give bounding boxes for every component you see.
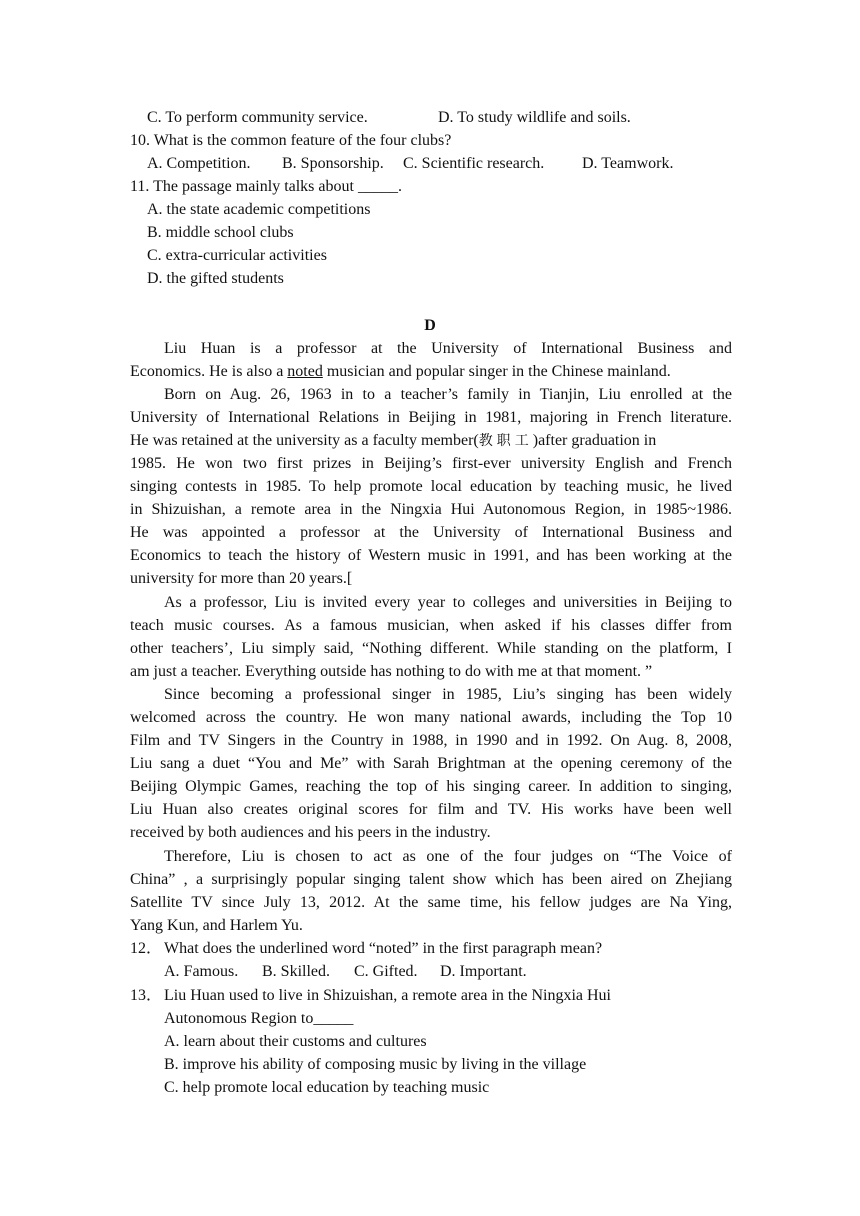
q13-option-c: C. help promote local education by teaching music xyxy=(164,1079,490,1096)
q11-stem: 11. The passage mainly talks about _____. xyxy=(130,178,402,195)
q11-option-c: C. extra-curricular activities xyxy=(147,247,327,264)
q11-option-d: D. the gifted students xyxy=(147,270,284,287)
q12-number: 12． xyxy=(130,940,163,957)
p3-line-4: am just a teacher. Everything outside has nothing to do with me at that moment. ” xyxy=(130,663,653,680)
p4-line-7: received by both audiences and his peers in the industry. xyxy=(130,824,491,841)
p2-line-1: Born on Aug. 26, 1963 in to a teacher’s family in Tianjin, Liu enrolled at the xyxy=(164,386,732,403)
p5-line-3: Satellite TV since July 13, 2012. At the same time, his fellow judges are Na Ying, xyxy=(130,894,732,911)
p2-line-2: University of International Relations in Beijing in 1981, majoring in French literature. xyxy=(130,409,732,426)
q13-stem-line-2: Autonomous Region to_____ xyxy=(164,1010,354,1027)
p4-line-5: Beijing Olympic Games, reaching the top of his singing career. In addition to singing, xyxy=(130,778,732,795)
underlined-word-noted: noted xyxy=(287,363,323,380)
q13-number: 13． xyxy=(130,987,163,1004)
p2-line-6: in Shizuishan, a remote area in the Ningxia Hui Autonomous Region, in 1985~1986. xyxy=(130,501,732,518)
p2-line-3: He was retained at the university as a faculty member(教职工)after graduation in xyxy=(130,432,657,449)
q12-option-a: A. Famous. xyxy=(164,963,239,980)
q12-stem: What does the underlined word “noted” in the first paragraph mean? xyxy=(164,940,603,957)
q12-option-c: C. Gifted. xyxy=(354,963,418,980)
p5-line-1: Therefore, Liu is chosen to act as one of the four judges on “The Voice of xyxy=(164,848,732,865)
p1-line-2: Economics. He is also a noted musician and popular singer in the Chinese mainland. xyxy=(130,363,671,380)
q10-option-d: D. Teamwork. xyxy=(582,155,674,172)
q13-option-b: B. improve his ability of composing music by living in the village xyxy=(164,1056,587,1073)
q12-option-b: B. Skilled. xyxy=(262,963,331,980)
section-heading: D xyxy=(424,317,436,334)
q12-option-d: D. Important. xyxy=(440,963,527,980)
q10-option-a: A. Competition. xyxy=(147,155,251,172)
p2-line-8: Economics to teach the history of Western music in 1991, and has been working at the xyxy=(130,547,732,564)
p2-line-5: singing contests in 1985. To help promote local education by teaching music, he lived xyxy=(130,478,732,495)
p5-line-4: Yang Kun, and Harlem Yu. xyxy=(130,917,303,934)
q10-option-b: B. Sponsorship. xyxy=(282,155,384,172)
q13-option-a: A. learn about their customs and cultures xyxy=(164,1033,427,1050)
p3-line-1: As a professor, Liu is invited every year to colleges and universities in Beijing to xyxy=(164,594,732,611)
p5-line-2: China” , a surprisingly popular singing talent show which has been aired on Zhejiang xyxy=(130,871,732,888)
q9-option-c: C. To perform community service. xyxy=(147,109,368,126)
p2-line-9: university for more than 20 years.[ xyxy=(130,570,353,587)
p2-line-7: He was appointed a professor at the University of International Business and xyxy=(130,524,732,541)
p4-line-3: Film and TV Singers in the Country in 1988, in 1990 and in 1992. On Aug. 8, 2008, xyxy=(130,732,732,749)
p4-line-2: welcomed across the country. He won many national awards, including the Top 10 xyxy=(130,709,732,726)
q11-option-b: B. middle school clubs xyxy=(147,224,294,241)
q10-option-c: C. Scientific research. xyxy=(403,155,545,172)
q13-stem-line-1: Liu Huan used to live in Shizuishan, a remote area in the Ningxia Hui xyxy=(164,987,611,1004)
chinese-gloss: 教职工 xyxy=(478,433,533,449)
p1-line-1: Liu Huan is a professor at the University of International Business and xyxy=(164,340,732,357)
q10-stem: 10. What is the common feature of the four clubs? xyxy=(130,132,452,149)
q9-option-d: D. To study wildlife and soils. xyxy=(438,109,631,126)
p4-line-1: Since becoming a professional singer in 1985, Liu’s singing has been widely xyxy=(164,686,732,703)
p2-line-4: 1985. He won two first prizes in Beijing’s first-ever university English and French xyxy=(130,455,732,472)
q11-option-a: A. the state academic competitions xyxy=(147,201,371,218)
p4-line-4: Liu sang a duet “You and Me” with Sarah Brightman at the opening ceremony of the xyxy=(130,755,732,772)
p3-line-3: other teachers’, Liu simply said, “Nothing different. While standing on the platform, I xyxy=(130,640,732,657)
p3-line-2: teach music courses. As a famous musician, when asked if his classes differ from xyxy=(130,617,732,634)
p4-line-6: Liu Huan also creates original scores for film and TV. His works have been well xyxy=(130,801,732,818)
